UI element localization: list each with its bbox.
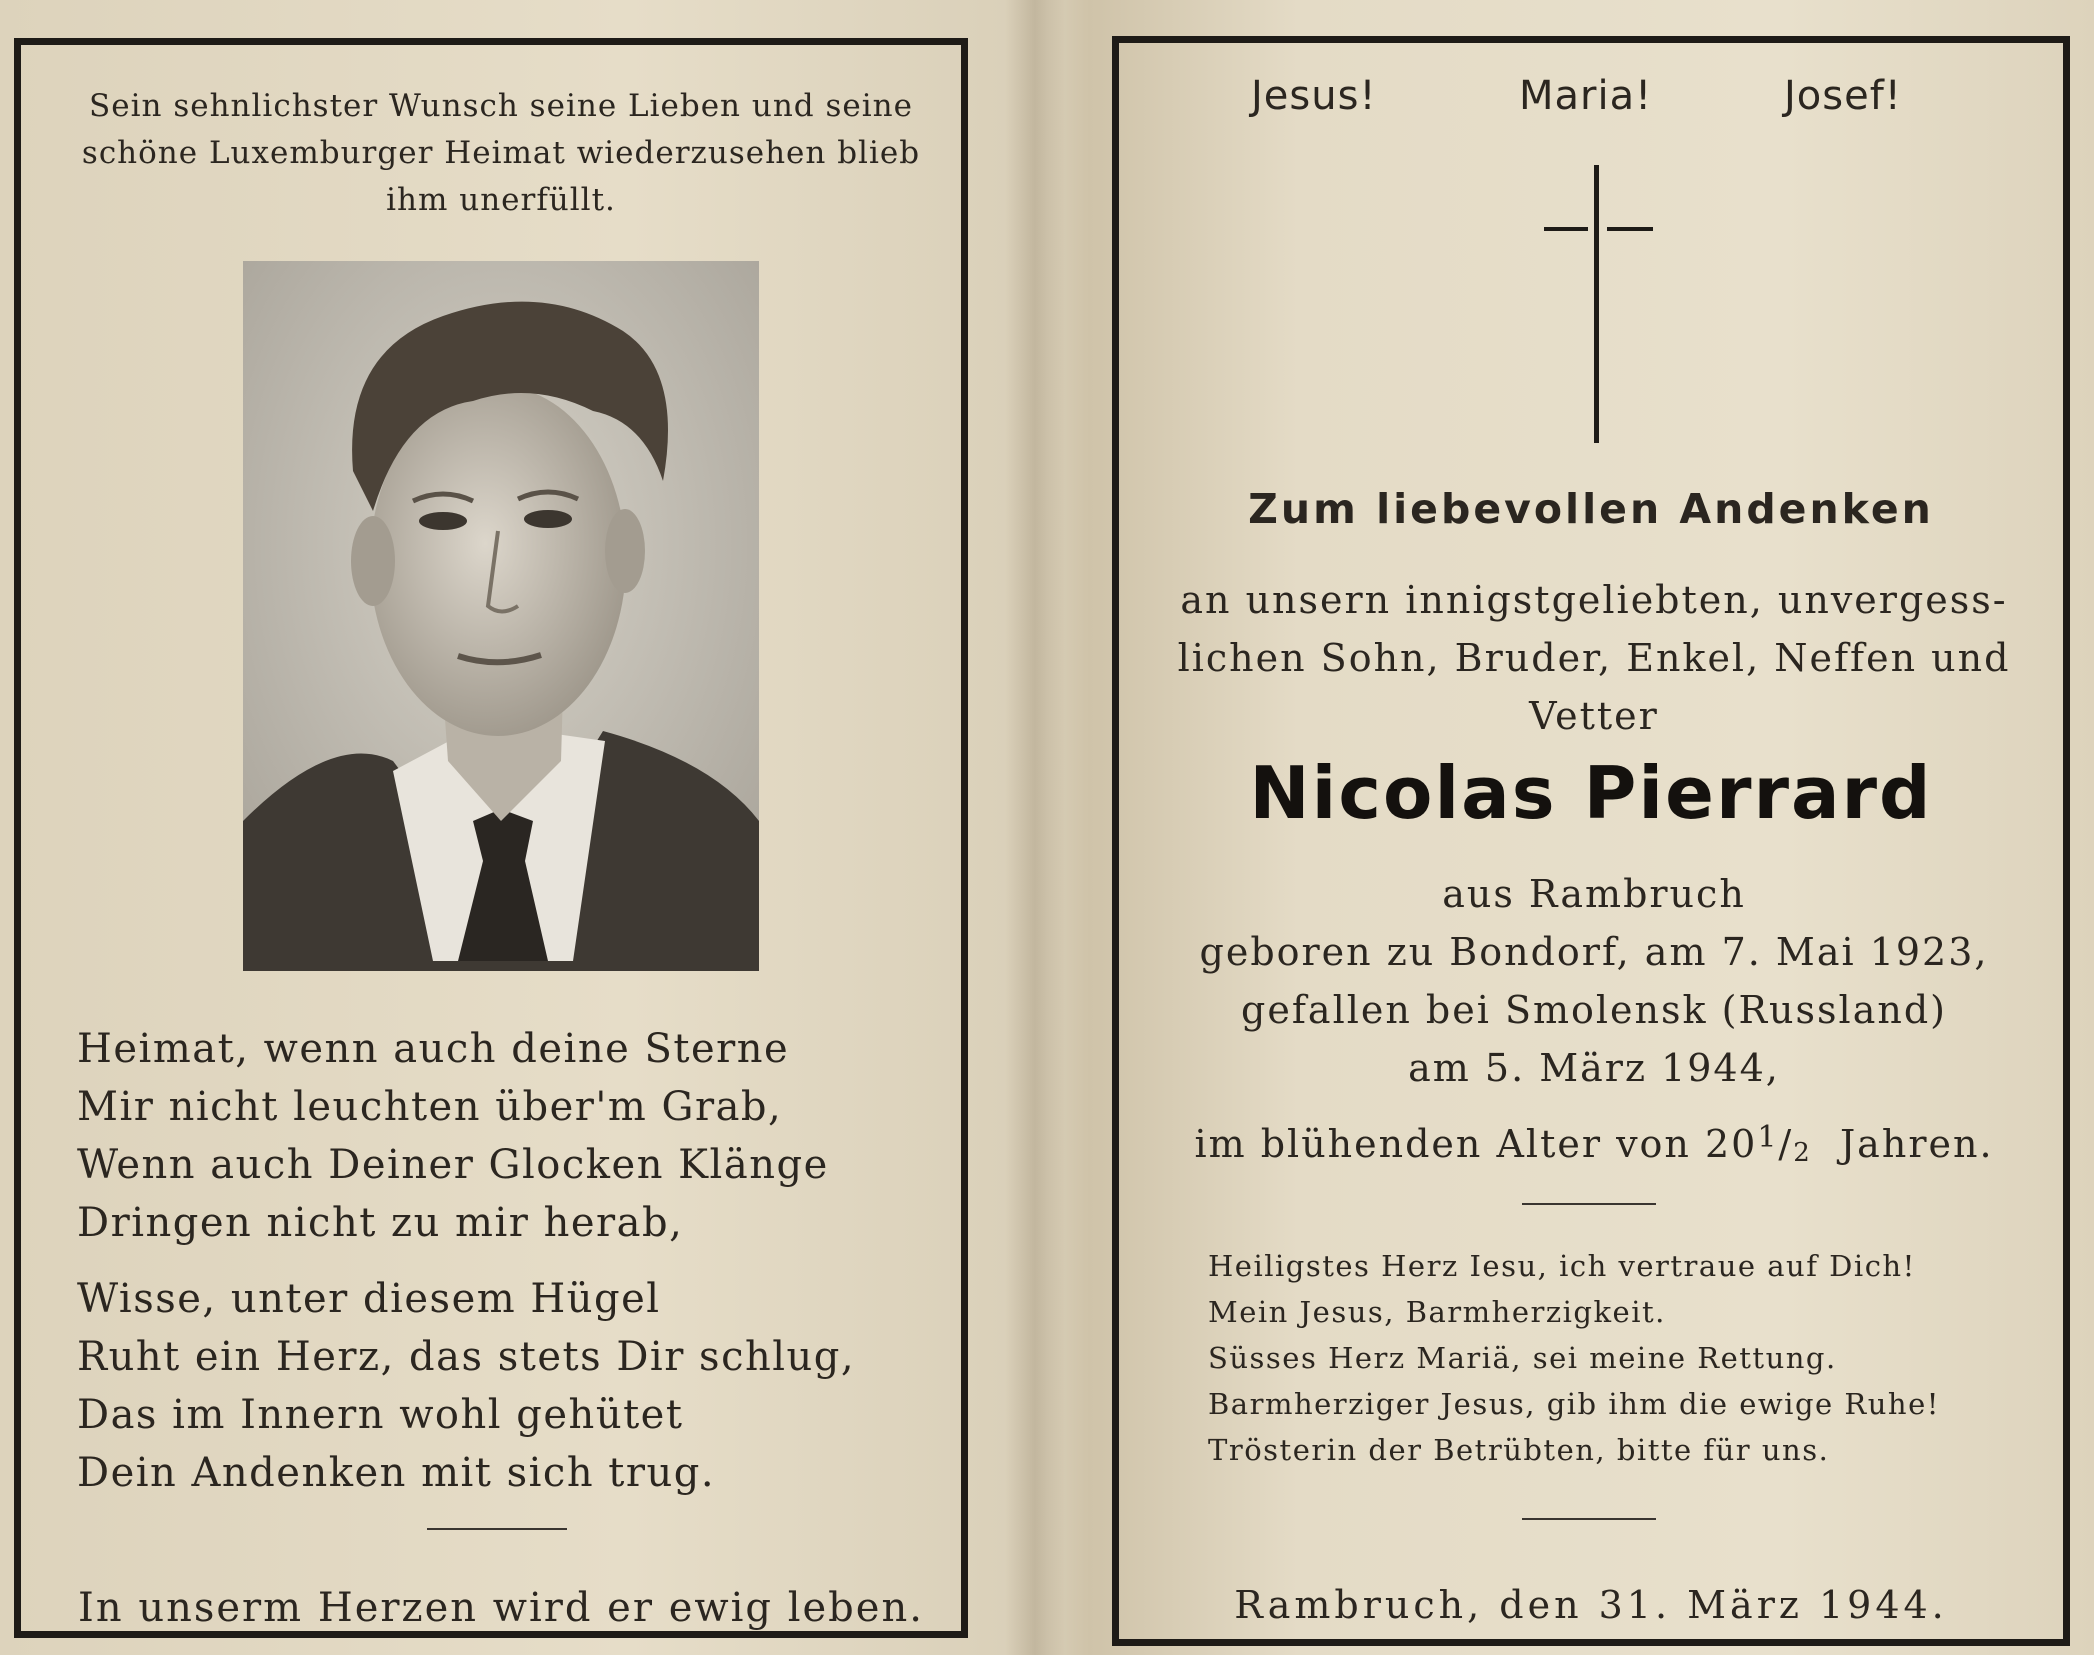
age-line: im blühenden Alter von $20^1/2$ Jahren.: [1194, 1120, 1994, 1168]
age-fraction-denominator: 2: [1793, 1138, 1812, 1168]
invocation-maria: Maria!: [1519, 73, 1653, 119]
cross-arm-left: [1544, 227, 1588, 231]
divider-rule: [1522, 1518, 1656, 1520]
age-fraction-numerator: 1: [1757, 1120, 1779, 1155]
divider-rule: [427, 1528, 567, 1530]
invocation-josef: Josef!: [1784, 73, 1902, 119]
prayer-line: Heiligstes Herz Iesu, ich vertraue auf Dich!: [1208, 1249, 1916, 1283]
wish-text: Sein sehnlichster Wunsch seine Lieben und seine schöne Luxemburger Heimat wiederzusehen blieb ihm unerfüllt.: [81, 88, 921, 218]
poem-line: Heimat, wenn auch deine Sterne: [77, 1026, 790, 1072]
deceased-name: Nicolas Pierrard: [1249, 751, 1933, 835]
intro-text: an unsern innigstgeliebten, unvergess- lichen Sohn, Bruder, Enkel, Neffen und Vetter: [1177, 578, 2011, 738]
age-prefix: im blühenden Alter von 20: [1194, 1122, 1758, 1166]
poem-line: Das im Innern wohl gehütet: [77, 1392, 684, 1438]
cross-vertical: [1594, 165, 1599, 443]
prayer-line: Barmherziger Jesus, gib ihm die ewige Ruhe!: [1208, 1387, 1940, 1421]
poem-line: Wenn auch Deiner Glocken Klänge: [77, 1142, 829, 1188]
memorial-heading: Zum liebevollen Andenken: [1248, 485, 1934, 533]
poem-stanza-1: [77, 1020, 937, 1252]
death-date-line: am 5. März 1944,: [1408, 1046, 1780, 1090]
age-suffix: Jahren.: [1839, 1122, 1994, 1166]
closing-line: In unserm Herzen wird er ewig leben.: [78, 1585, 924, 1631]
prayer-line: Mein Jesus, Barmherzigkeit.: [1208, 1295, 1666, 1329]
right-panel: [1112, 36, 2070, 1646]
death-place-line: gefallen bei Smolensk (Russland): [1241, 988, 1947, 1032]
invocations: [1219, 73, 1999, 133]
poem-stanza-2: [77, 1270, 937, 1502]
prayers: [1208, 1243, 2008, 1473]
life-details: [1159, 865, 2029, 1182]
poem: [77, 1020, 937, 1502]
divider-rule: [1522, 1203, 1656, 1205]
poem-line: Dringen nicht zu mir herab,: [77, 1200, 684, 1246]
poem-line: Ruht ein Herz, das stets Dir schlug,: [77, 1334, 856, 1380]
prayer-line: Süsses Herz Mariä, sei meine Rettung.: [1208, 1341, 1837, 1375]
birth-line: geboren zu Bondorf, am 7. Mai 1923,: [1199, 930, 1989, 974]
poem-line: Dein Andenken mit sich trug.: [77, 1450, 716, 1496]
invocation-jesus: Jesus!: [1251, 73, 1377, 119]
prayer-line: Trösterin der Betrübten, bitte für uns.: [1208, 1433, 1830, 1467]
portrait-photo: [243, 261, 759, 971]
left-panel: [14, 38, 968, 1638]
cross-arm-right: [1607, 227, 1653, 231]
poem-line: Mir nicht leuchten über'm Grab,: [77, 1084, 783, 1130]
portrait-image: [243, 261, 759, 971]
place-and-date: Rambruch, den 31. März 1944.: [1234, 1583, 1948, 1627]
card-fold: [1005, 0, 1065, 1655]
origin-line: aus Rambruch: [1442, 872, 1746, 916]
poem-line: Wisse, unter diesem Hügel: [77, 1276, 661, 1322]
